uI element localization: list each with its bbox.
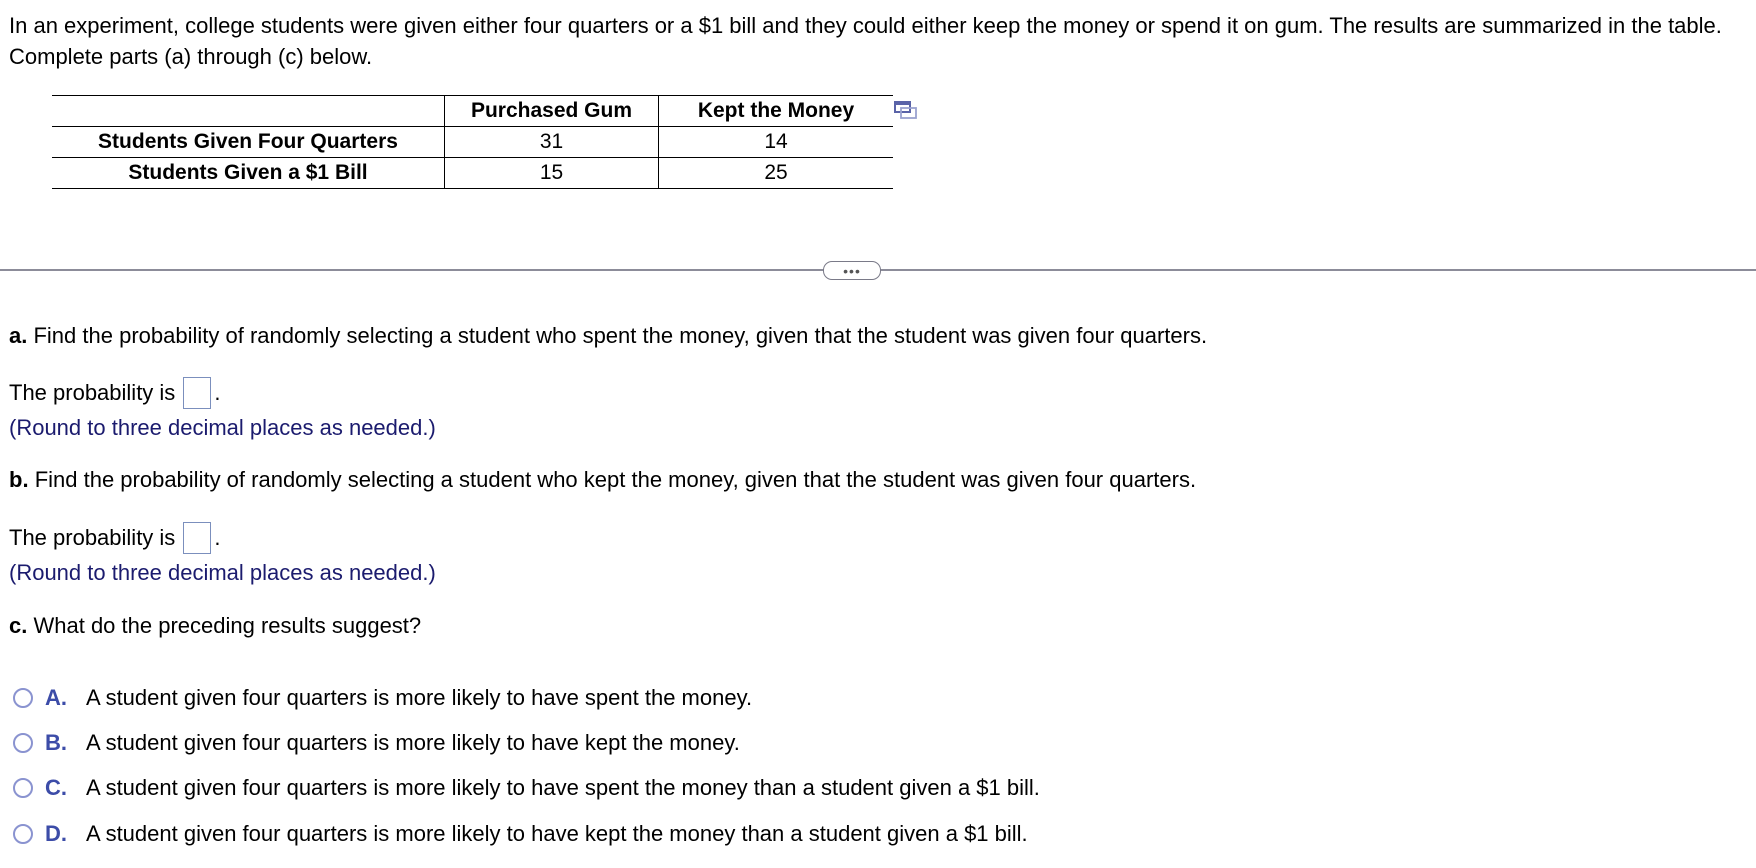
- part-a-question: [9, 322, 1207, 350]
- table-cell: 14: [659, 127, 894, 158]
- part-b-text: Find the probability of randomly selecting a student who kept the money, given that the student was given four quarters.: [34, 467, 1197, 492]
- choice-a[interactable]: [13, 684, 752, 712]
- column-header-purchased-gum: Purchased Gum: [445, 96, 659, 127]
- choice-letter: B.: [45, 730, 67, 755]
- part-a-answer-input[interactable]: [183, 377, 211, 409]
- part-b-question: [9, 466, 1196, 494]
- table-cell: 15: [445, 158, 659, 189]
- choice-letter: D.: [45, 821, 67, 846]
- expand-more-button[interactable]: [823, 261, 881, 280]
- choice-letter: C.: [45, 775, 67, 800]
- column-header-kept-money: Kept the Money: [659, 96, 894, 127]
- table-row: [52, 127, 893, 158]
- part-a-answer-line: [9, 377, 220, 409]
- table-corner-cell: [52, 96, 445, 127]
- choice-text: A student given four quarters is more likely to have spent the money than a student given a $1 bill.: [86, 775, 1040, 800]
- table-cell: 31: [445, 127, 659, 158]
- choice-text: A student given four quarters is more likely to have kept the money.: [86, 730, 740, 755]
- part-a-rounding-note: (Round to three decimal places as needed.): [9, 415, 436, 440]
- part-a-answer-prefix: The probability is: [9, 380, 176, 405]
- problem-intro: In an experiment, college students were given either four quarters or a $1 bill and they could either keep the money or spend it on gum. The results are summarized in the table. Complete parts (a) through (c) below.: [9, 13, 1722, 69]
- table-cell: 25: [659, 158, 894, 189]
- part-a-letter: a.: [9, 323, 28, 348]
- data-table: [52, 95, 893, 189]
- part-b-answer-input[interactable]: [183, 522, 211, 554]
- part-a-answer-suffix: .: [214, 380, 221, 405]
- choice-d[interactable]: [13, 820, 1028, 848]
- part-b-letter: b.: [9, 467, 29, 492]
- copy-table-icon[interactable]: [893, 100, 919, 122]
- radio-button-icon[interactable]: [13, 733, 33, 753]
- part-b-answer-prefix: The probability is: [9, 525, 176, 550]
- radio-button-icon[interactable]: [13, 824, 33, 844]
- part-b-rounding-note: (Round to three decimal places as needed.): [9, 560, 436, 585]
- part-c-text: What do the preceding results suggest?: [33, 613, 422, 638]
- choice-letter: A.: [45, 685, 67, 710]
- row-header: Students Given Four Quarters: [52, 127, 445, 158]
- radio-button-icon[interactable]: [13, 688, 33, 708]
- ellipsis-icon: •••: [843, 262, 861, 279]
- part-b-answer-suffix: .: [214, 525, 221, 550]
- table-header-row: [52, 96, 893, 127]
- choice-c[interactable]: [13, 774, 1040, 802]
- part-c-question: [9, 612, 421, 640]
- part-b-answer-line: [9, 522, 220, 554]
- table-row: [52, 158, 893, 189]
- row-header: Students Given a $1 Bill: [52, 158, 445, 189]
- part-c-letter: c.: [9, 613, 28, 638]
- choice-text: A student given four quarters is more likely to have spent the money.: [86, 685, 753, 710]
- radio-button-icon[interactable]: [13, 778, 33, 798]
- choice-b[interactable]: [13, 729, 740, 757]
- part-a-text: Find the probability of randomly selecting a student who spent the money, given that the student was given four quarters.: [33, 323, 1208, 348]
- choice-text: A student given four quarters is more likely to have kept the money than a student given a $1 bill.: [86, 821, 1028, 846]
